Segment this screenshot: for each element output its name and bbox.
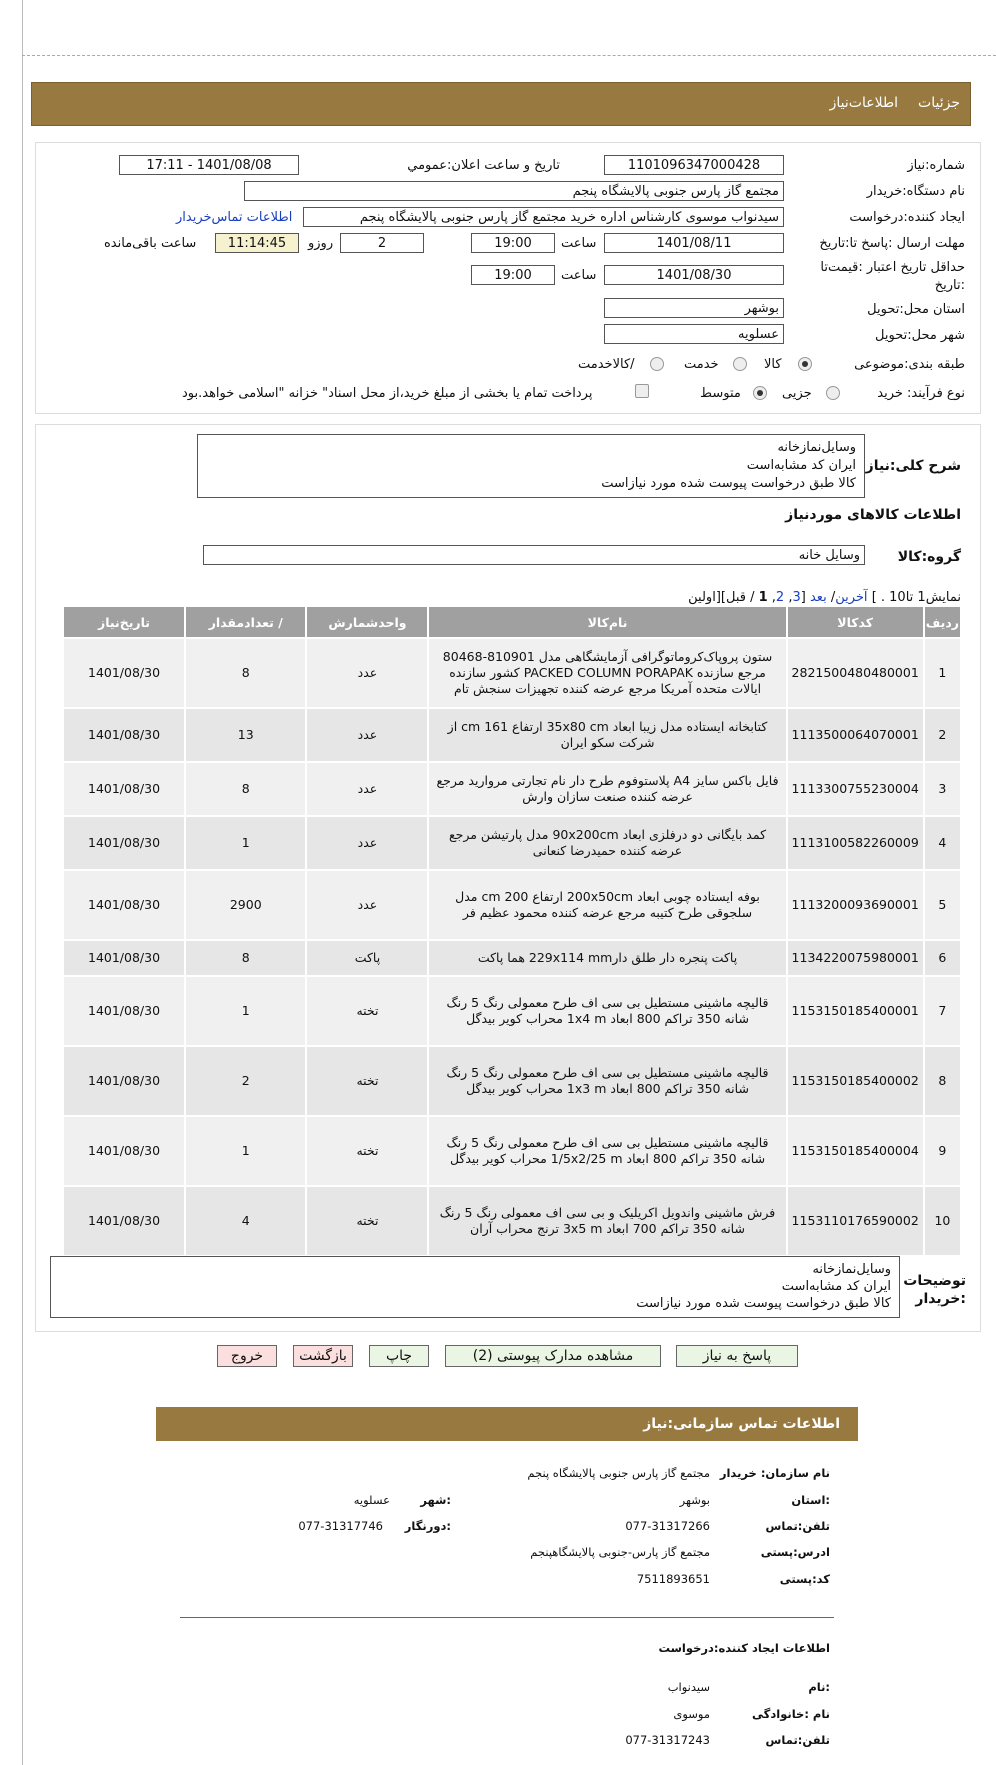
cell-unit: تخته — [306, 1046, 428, 1116]
col-row: ردیف — [924, 606, 961, 638]
buyer-notes-box — [50, 1256, 900, 1318]
pagination-suffix: / قبل][اولین — [688, 590, 755, 605]
creator-phone-value: 077-31317243 — [625, 1733, 710, 1747]
process-label: نوع فرآیند: خرید — [877, 386, 965, 401]
cell-unit: عدد — [306, 762, 428, 816]
city-label: شهر محل:تحویل — [875, 328, 965, 343]
cell-code: 1134220075980001 — [787, 940, 924, 976]
cell-row: 7 — [924, 976, 961, 1046]
cell-qty: 2 — [185, 1046, 306, 1116]
cell-code: 1153150185400002 — [787, 1046, 924, 1116]
cell-date: 1401/08/30 — [63, 940, 185, 976]
cell-row: 5 — [924, 870, 961, 940]
cell-qty: 8 — [185, 638, 306, 708]
table-row — [63, 708, 961, 762]
table-row — [63, 1046, 961, 1116]
buyer-field: مجتمع گاز پارس جنوبی پالایشگاه پنجم — [244, 181, 784, 201]
cell-unit: تخته — [306, 1116, 428, 1186]
cell-unit: عدد — [306, 708, 428, 762]
org-postal-value: 7511893651 — [636, 1572, 710, 1586]
notes-line-1: وسایل‌نمازخانه — [812, 1262, 891, 1277]
cell-unit: تخته — [306, 976, 428, 1046]
cell-name: قالیچه ماشینی مستطیل بی سی اف طرح معمولی رنگ 5 رنگ شانه 350 تراکم 800 ابعاد 1x4 m محراب کویر بیدگل — [428, 976, 786, 1046]
cell-row: 1 — [924, 638, 961, 708]
cell-date: 1401/08/30 — [63, 1046, 185, 1116]
col-qty: / تعدادمقدار — [185, 606, 306, 638]
province-label: استان محل:تحویل — [867, 302, 965, 317]
deadline-hour-field: 19:00 — [471, 233, 555, 253]
goods-table — [62, 605, 962, 1257]
need-number-label: شماره:نیاز — [907, 158, 965, 173]
cell-code: 2821500480480001 — [787, 638, 924, 708]
need-number-field: 1101096347000428 — [604, 155, 784, 175]
cell-qty: 1 — [185, 1116, 306, 1186]
cell-date: 1401/08/30 — [63, 638, 185, 708]
creator-name-label: :نام — [808, 1680, 830, 1694]
creator-family-value: موسوی — [673, 1707, 710, 1721]
cell-date: 1401/08/30 — [63, 708, 185, 762]
city-field: عسلویه — [604, 324, 784, 344]
creator-label: ایجاد کننده:درخواست — [849, 210, 965, 225]
process-medium-label: متوسط — [700, 386, 741, 401]
days-field: 2 — [340, 233, 424, 253]
org-divider — [180, 1617, 834, 1618]
goods-group-field: وسایل خانه — [203, 545, 865, 565]
cell-unit: پاکت — [306, 940, 428, 976]
cell-row: 3 — [924, 762, 961, 816]
announce-label: تاریخ و ساعت اعلان:عمومي — [407, 158, 560, 173]
col-name: نام‌کالا — [428, 606, 786, 638]
buyer-notes-label-1 — [903, 1272, 966, 1308]
page-2-link[interactable]: 2 — [775, 590, 785, 605]
cell-name: قالیچه ماشینی مستطیل بی سی اف طرح معمولی رنگ 5 رنگ شانه 350 تراکم 800 ابعاد 1/5x2/25 m محراب کویر بیدگل — [428, 1116, 786, 1186]
org-name-label: نام سازمان: خریدار — [719, 1466, 830, 1480]
desc-line-1: وسایل‌نمازخانه — [777, 440, 856, 455]
page-last-link[interactable]: آخرین — [835, 590, 868, 605]
goods-table-header — [63, 606, 961, 638]
cell-qty: 1 — [185, 976, 306, 1046]
cell-name: کتابخانه ایستاده مدل زیبا ابعاد 35x80 cm ارتفاع 161 cm از شرکت سکو ایران — [428, 708, 786, 762]
deadline-hour-label: ساعت — [561, 236, 597, 251]
cell-name: کمد بایگانی دو درفلزی ابعاد 90x200cm مدل پارتیشن مرجع عرضه کننده حمیدرضا کنعانی — [428, 816, 786, 870]
exit-button[interactable]: خروج — [217, 1345, 277, 1367]
cell-row: 9 — [924, 1116, 961, 1186]
desc-line-3: کالا طبق درخواست پیوست شده مورد نیازاست — [601, 476, 856, 491]
cell-code: 1113100582260009 — [787, 816, 924, 870]
pagination: نمایش1 تا10 . ] آخرین/ بعد [3, 2, 1 / قبل][اولین — [688, 590, 961, 605]
desc-line-2: ایران کد مشابه‌است — [746, 458, 856, 473]
org-city-value: عسلویه — [353, 1493, 390, 1507]
org-address-label: ادرس:پستی — [760, 1545, 830, 1559]
goods-section-title: اطلاعات کالاهای موردنیاز — [785, 507, 961, 523]
org-city-label: :شهر — [420, 1493, 451, 1507]
process-medium-radio[interactable] — [753, 386, 767, 400]
creator-family-label: نام :خانوادگی — [752, 1707, 830, 1721]
org-name-value: مجتمع گاز پارس جنوبی پالایشگاه پنجم — [527, 1466, 710, 1480]
cell-qty: 4 — [185, 1186, 306, 1256]
category-goods-label: کالا — [764, 357, 782, 372]
cell-unit: عدد — [306, 816, 428, 870]
page-3-link[interactable]: 3 — [792, 590, 801, 605]
buyer-label: نام دستگاه:خریدار — [866, 184, 965, 199]
cell-code: 1113200093690001 — [787, 870, 924, 940]
cell-unit: عدد — [306, 638, 428, 708]
org-address-value: مجتمع گاز پارس-جنوبی پالایشگاهپنجم — [530, 1545, 710, 1559]
cell-name: بوفه ایستاده چوبی ابعاد 200x50cm ارتفاع 200 cm مدل سلجوقی طرح کتیبه مرجع عرضه کننده محمود عظیم فر — [428, 870, 786, 940]
cell-date: 1401/08/30 — [63, 816, 185, 870]
cell-date: 1401/08/30 — [63, 762, 185, 816]
back-button[interactable]: بازگشت — [293, 1345, 353, 1367]
cell-code: 1153150185400004 — [787, 1116, 924, 1186]
col-unit: واحدشمارش — [306, 606, 428, 638]
table-row — [63, 638, 961, 708]
cell-name: ستون پروپاک‌کروماتوگرافی آزمایشگاهی مدل 810901-80468 مرجع سازنده PACKED COLUMN PORAPAK کشور سازنده ایالات متحده آمریکا مرجع عرضه کننده تجهیزات سنجش تام — [428, 638, 786, 708]
buyer-contact-link[interactable]: اطلاعات تماس‌خریدار — [176, 210, 293, 225]
cell-date: 1401/08/30 — [63, 976, 185, 1046]
cell-row: 2 — [924, 708, 961, 762]
validity-hour-label: ساعت — [561, 268, 597, 283]
top-divider — [22, 55, 996, 56]
validity-date-field: 1401/08/30 — [604, 265, 784, 285]
col-date: تاریخ‌نیاز — [63, 606, 185, 638]
deadline-date-field: 1401/08/11 — [604, 233, 784, 253]
reply-button[interactable]: پاسخ به نیاز — [676, 1345, 798, 1367]
cell-date: 1401/08/30 — [63, 1116, 185, 1186]
cell-name: قالیچه ماشینی مستطیل بی سی اف طرح معمولی رنگ 5 رنگ شانه 350 تراکم 800 ابعاد 1x3 m محراب کویر بیدگل — [428, 1046, 786, 1116]
remaining-time-field: 11:14:45 — [215, 233, 299, 253]
org-province-value: بوشهر — [679, 1493, 710, 1507]
validity-label: حداقل تاریخ اعتبار :قیمت‌تا — [820, 260, 965, 275]
cell-qty: 8 — [185, 762, 306, 816]
cell-code: 1153150185400001 — [787, 976, 924, 1046]
category-service-radio[interactable] — [733, 357, 747, 371]
category-both-label: /کالاخدمت — [578, 357, 635, 372]
page-next-link[interactable]: بعد — [809, 590, 827, 605]
table-row — [63, 762, 961, 816]
cell-code: 1113300755230004 — [787, 762, 924, 816]
table-row — [63, 976, 961, 1046]
org-contact-header — [156, 1407, 858, 1441]
buyer-notes-label: توضیحات :خریدار — [903, 1273, 966, 1307]
validity-hour-field: 19:00 — [471, 265, 555, 285]
need-description-box — [197, 434, 865, 498]
org-province-label: :استان — [791, 1493, 830, 1507]
announce-field: 1401/08/08 - 17:11 — [119, 155, 299, 175]
col-code: کدکالا — [787, 606, 924, 638]
cell-qty: 1 — [185, 816, 306, 870]
cell-unit: عدد — [306, 870, 428, 940]
cell-row: 8 — [924, 1046, 961, 1116]
cell-name: فرش ماشینی واندویل اکریلیک و بی سی اف معمولی رنگ 5 رنگ شانه 350 تراکم 700 ابعاد 3x5 m ترنج محراب آران — [428, 1186, 786, 1256]
page-1-current: 1 — [758, 590, 768, 605]
view-attachments-button[interactable]: مشاهده مدارک پیوستی (2) — [445, 1345, 661, 1367]
deadline-label: مهلت ارسال :پاسخ تا:تاریخ — [819, 236, 965, 251]
tab-details[interactable]: جزئیات — [918, 95, 960, 111]
table-row — [63, 870, 961, 940]
cell-qty: 8 — [185, 940, 306, 976]
org-fax-label: :دورنگار — [404, 1519, 451, 1533]
tab-need-info[interactable]: اطلاعات‌نیاز — [829, 95, 898, 111]
cell-unit: تخته — [306, 1186, 428, 1256]
category-label: طبقه بندی:موضوعی — [854, 357, 965, 372]
cell-row: 4 — [924, 816, 961, 870]
province-field: بوشهر — [604, 298, 784, 318]
treasury-payment-text: پرداخت تمام یا بخشی از مبلغ خرید،از محل اسناد" خزانه "اسلامی خواهد.بود — [182, 386, 593, 401]
creator-field: سیدنواب موسوی کارشناس اداره خرید مجتمع گاز پارس جنوبی پالایشگاه پنجم — [303, 207, 784, 227]
cell-row: 10 — [924, 1186, 961, 1256]
page-left-border — [22, 0, 23, 1765]
cell-date: 1401/08/30 — [63, 1186, 185, 1256]
remaining-label: ساعت باقی‌مانده — [104, 236, 197, 251]
cell-code: 1113500064070001 — [787, 708, 924, 762]
cell-qty: 2900 — [185, 870, 306, 940]
cell-name: فایل باکس سایز A4 پلاستوفوم طرح دار نام تجارتی مروارید مرجع عرضه کننده صنعت سازان وارش — [428, 762, 786, 816]
org-phone-label: تلفن:تماس — [765, 1519, 830, 1533]
category-both-radio[interactable] — [650, 357, 664, 371]
cell-name: پاکت پنجره دار طلق دار229x114 mm هما پاکت — [428, 940, 786, 976]
validity-label-2: :تاریخ — [934, 278, 965, 293]
cell-row: 6 — [924, 940, 961, 976]
notes-line-2: ایران کد مشابه‌است — [781, 1279, 891, 1294]
process-partial-label: جزیی — [782, 386, 812, 401]
table-row — [63, 816, 961, 870]
goods-group-label: گروه:کالا — [897, 549, 961, 565]
org-contact-title: اطلاعات تماس سازمانی:نیاز — [643, 1416, 840, 1432]
cell-qty: 13 — [185, 708, 306, 762]
pagination-prefix: نمایش1 تا10 . ] — [871, 590, 961, 605]
creator-phone-label: تلفن:تماس — [765, 1733, 830, 1747]
print-button[interactable]: چاپ — [369, 1345, 429, 1367]
treasury-payment-checkbox[interactable] — [635, 384, 649, 398]
need-description-label: شرح کلی:نیاز — [865, 458, 961, 474]
cell-code: 1153110176590002 — [787, 1186, 924, 1256]
creator-info-title: اطلاعات ایجاد کننده:درخواست — [658, 1641, 830, 1655]
category-goods-radio[interactable] — [798, 357, 812, 371]
creator-name-value: سیدنواب — [667, 1680, 710, 1694]
category-service-label: خدمت — [684, 357, 719, 372]
table-row — [63, 940, 961, 976]
org-postal-label: کد:پستی — [779, 1572, 830, 1586]
table-row — [63, 1186, 961, 1256]
process-partial-radio[interactable] — [826, 386, 840, 400]
table-row — [63, 1116, 961, 1186]
days-label: روزو — [308, 236, 334, 251]
cell-date: 1401/08/30 — [63, 870, 185, 940]
org-fax-value: 077-31317746 — [298, 1519, 383, 1533]
org-phone-value: 077-31317266 — [625, 1519, 710, 1533]
notes-line-3: کالا طبق درخواست پیوست شده مورد نیازاست — [636, 1296, 891, 1311]
page-header-bar — [31, 82, 971, 126]
